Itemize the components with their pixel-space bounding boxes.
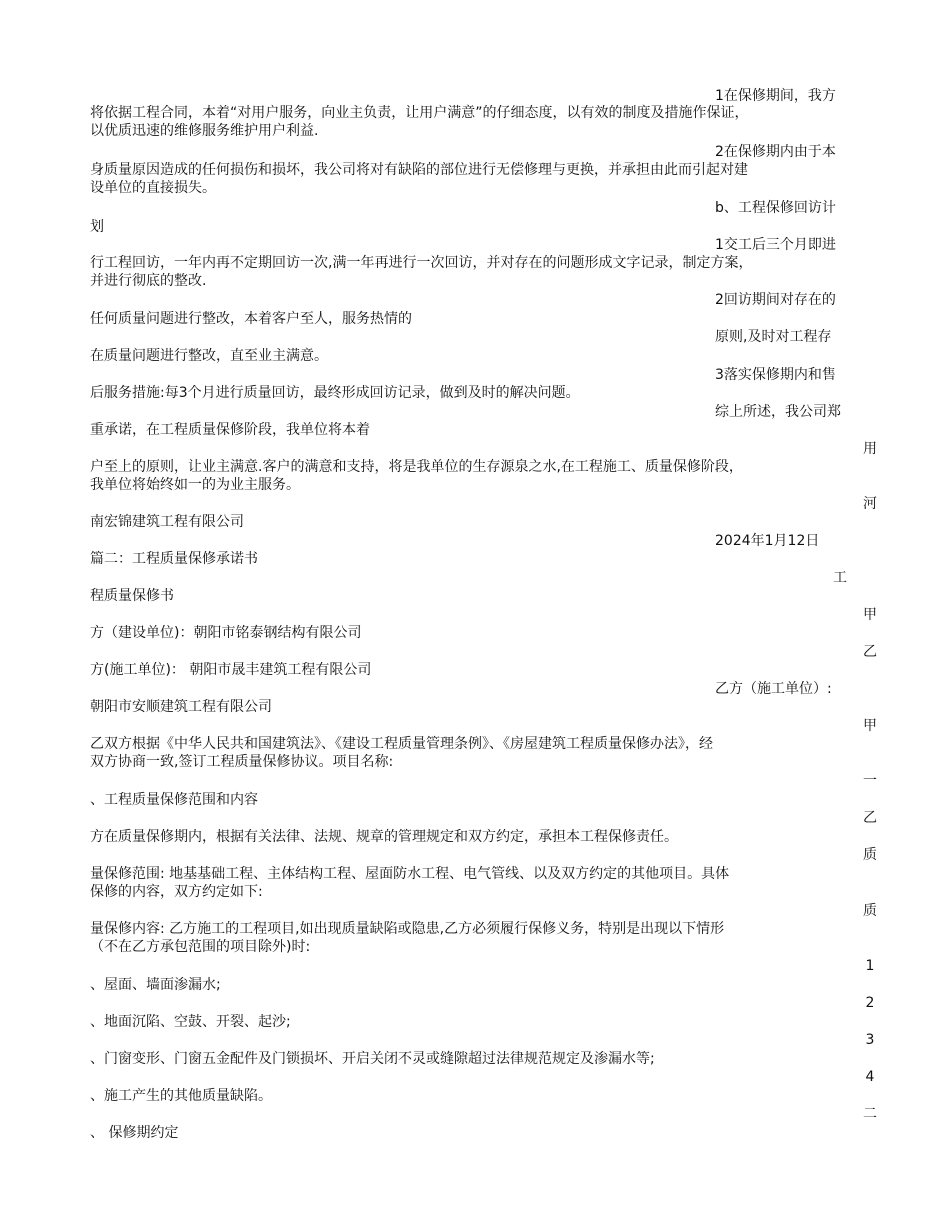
text-line: 双方协商一致,签订工程质量保修协议。项目名称: [90,754,394,770]
text-line: 方(施工单位)： 朝阳市晟丰建筑工程有限公司 [90,662,372,678]
margin-char: 1 [865,958,875,974]
margin-char: 河 [863,496,877,512]
text-line: 并进行彻底的整改. [90,273,207,289]
margin-char: 质 [863,847,877,863]
text-line: 任何质量问题进行整改，本着客户至人，服务热情的 [90,311,412,327]
right-fragment: 2回访期间对存在的 [715,292,836,308]
margin-char: 乙 [863,644,877,660]
right-fragment: 2在保修期内由于本 [715,144,836,160]
text-line: 身质量原因造成的任何损伤和损坏，我公司将对有缺陷的部位进行无偿修理与更换，并承担由此而引起对建 [90,162,748,178]
document-title: 程质量保修书 [90,588,174,604]
right-fragment: 1交工后三个月即进 [715,237,836,253]
section-heading: 、 保修期约定 [90,1125,179,1141]
margin-char: 甲 [863,607,877,623]
list-item: 、施工产生的其他质量缺陷。 [90,1088,272,1104]
text-line: 后服务措施:每3个月进行质量回访，最终形成回访记录，做到及时的解决问题。 [90,385,580,401]
right-fragment: 3落实保修期内和售 [715,367,836,383]
text-line: 方在质量保修期内，根据有关法律、法规、规章的管理规定和双方约定，承担本工程保修责任。 [90,829,678,845]
section-heading: 、工程质量保修范围和内容 [90,792,258,808]
text-line: （不在乙方承包范围的项目除外)时: [90,939,311,955]
right-fragment: b、工程保修回访计 [715,200,836,216]
right-fragment: 乙方（施工单位）: [715,681,832,697]
margin-char: 用 [863,441,877,457]
text-line: 在质量问题进行整改，直至业主满意。 [90,348,328,364]
margin-char: 质 [863,903,877,919]
right-fragment: 1在保修期间，我方 [715,88,836,104]
margin-char: 4 [865,1069,875,1085]
signature-date: 2024年1月12日 [715,533,820,549]
list-item: 、屋面、墙面渗漏水; [90,977,221,993]
margin-char: 乙 [863,810,877,826]
list-item: 、地面沉陷、空鼓、开裂、起沙; [90,1014,291,1030]
text-line: 重承诺，在工程质量保修阶段，我单位将本着 [90,422,370,438]
text-line: 设单位的直接损失。 [90,180,216,196]
text-line: 将依据工程合同，本着“对用户服务，向业主负责，让用户满意”的仔细态度，以有效的制度及措施作保证， [90,105,749,121]
text-line: 划 [90,219,104,235]
text-line: 我单位将始终如一的为业主服务。 [90,477,300,493]
text-line: 保修的内容，双方约定如下: [90,884,263,900]
text-line: 量保修范围: 地基基础工程、主体结构工程、屋面防水工程、电气管线、以及双方约定的其他项目。具体 [90,866,730,882]
text-line: 朝阳市安顺建筑工程有限公司 [90,699,272,715]
right-fragment: 综上所述，我公司郑 [715,404,841,420]
section-heading: 篇二：工程质量保修承诺书 [90,551,258,567]
text-line: 行工程回访，一年内再不定期回访一次,满一年再进行一次回访，并对存在的问题形成文字记录，制定方案， [90,255,753,271]
text-line: 以优质迅速的维修服务维护用户利益. [90,123,319,139]
right-fragment: 工 [833,570,847,586]
text-line: 方（建设单位)：朝阳市铭泰钢结构有限公司 [90,625,362,641]
text-line: 乙双方根据《中华人民共和国建筑法》、《建设工程质量管理条例》、《房屋建筑工程质量保修办法》，经 [90,736,713,752]
text-line: 户至上的原则，让业主满意.客户的满意和支持，将是我单位的生存源泉之水,在工程施工、质量保修阶段， [90,459,743,475]
margin-char: 2 [865,995,875,1011]
right-fragment: 原则,及时对工程存 [715,329,832,345]
margin-char: 一 [863,773,877,789]
margin-char: 二 [863,1106,877,1122]
margin-char: 甲 [863,718,877,734]
company-signature: 南宏锦建筑工程有限公司 [90,514,244,530]
margin-char: 3 [865,1032,875,1048]
text-line: 量保修内容: 乙方施工的工程项目,如出现质量缺陷或隐患,乙方必须履行保修义务，特别是出现以下情形 [90,921,725,937]
list-item: 、门窗变形、门窗五金配件及门锁损坏、开启关闭不灵或缝隙超过法律规范规定及渗漏水等; [90,1051,655,1067]
